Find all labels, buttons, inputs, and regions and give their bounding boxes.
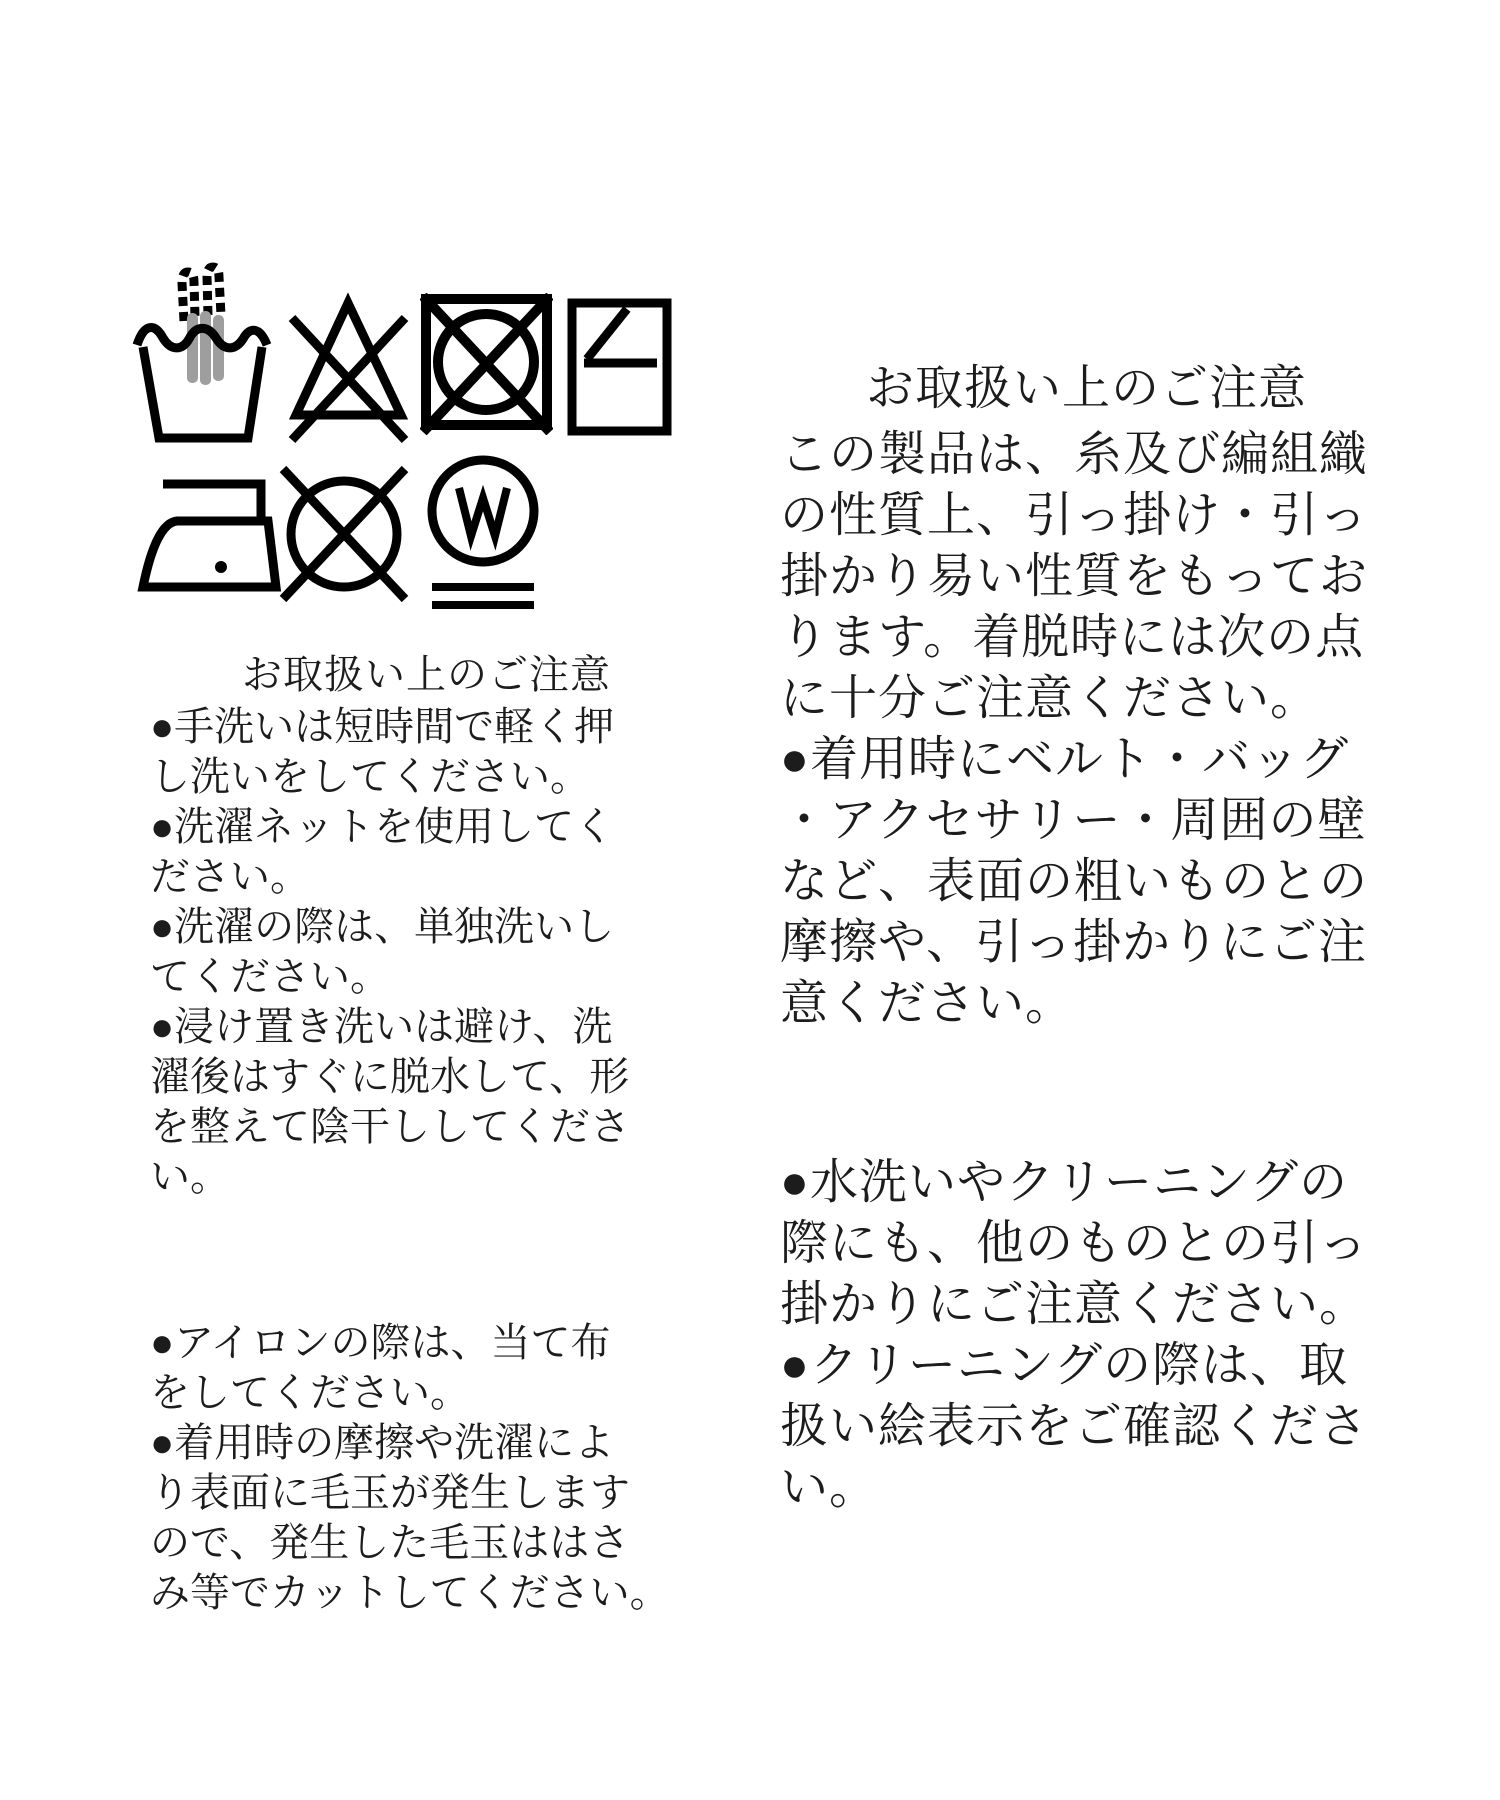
do-not-dry-clean-icon: [276, 462, 412, 604]
text-line: み等でカットしてください。: [150, 1571, 670, 1615]
do-not-tumble-dry-icon: [420, 293, 553, 435]
text-line: 掛かりにご注意ください。: [780, 1278, 1369, 1331]
text-line: てください。: [150, 955, 390, 999]
text-line: ります。着脱時には次の点: [780, 611, 1365, 664]
text-line: に十分ご注意ください。: [780, 672, 1320, 725]
text-line: ●洗濯ネットを使用してく: [150, 805, 615, 849]
hand-wash-icon: [132, 255, 272, 445]
left-column-heading: お取扱い上のご注意: [242, 653, 611, 697]
left-care-instructions: [150, 702, 650, 1202]
text-line: 掛かり易い性質をもってお: [780, 550, 1369, 603]
text-line: ●水洗いやクリーニングの: [780, 1156, 1349, 1209]
text-line: ・アクセサリー・周囲の壁: [780, 794, 1367, 847]
text-line: この製品は、糸及び編組織: [780, 428, 1369, 481]
text-line: など、表面の粗いものとの: [780, 855, 1369, 908]
text-line: 濯後はすぐに脱水して、形: [150, 1055, 630, 1099]
text-line: をしてください。: [150, 1371, 470, 1415]
text-line: り表面に毛玉が発生します: [150, 1471, 630, 1515]
text-line: ●クリーニングの際は、取: [780, 1339, 1349, 1392]
text-line: ●手洗いは短時間で軽く押: [150, 705, 615, 749]
text-line: 扱い絵表示をご確認くださ: [780, 1400, 1369, 1453]
text-line: 際にも、他のものとの引っ: [780, 1217, 1369, 1270]
gentle-wet-clean-icon: [424, 448, 542, 616]
text-line: 意ください。: [780, 977, 1075, 1030]
text-line: い。: [780, 1461, 879, 1514]
left-ironing-instructions: [150, 1318, 670, 1618]
text-line: ●浸け置き洗いは避け、洗: [150, 1005, 613, 1049]
text-line: 摩擦や、引っ掛かりにご注: [780, 916, 1368, 969]
dry-flat-in-shade-icon: [567, 297, 672, 437]
text-line: を整えて陰干ししてくださ: [150, 1105, 630, 1149]
right-column-heading: お取扱い上のご注意: [866, 362, 1308, 415]
right-handling-notes: [780, 424, 1420, 1034]
iron-low-heat-icon: [135, 475, 283, 595]
text-line: し洗いをしてください。: [150, 755, 590, 799]
text-line: の性質上、引っ掛け・引っ: [780, 489, 1369, 542]
text-line: ださい。: [150, 855, 310, 899]
text-line: ●着用時の摩擦や洗濯によ: [150, 1421, 615, 1465]
right-cleaning-notes: [780, 1152, 1420, 1518]
text-line: ●着用時にベルト・バッグ: [780, 733, 1349, 786]
text-line: ので、発生した毛玉ははさ: [150, 1521, 630, 1565]
text-line: ●洗濯の際は、単独洗いし: [150, 905, 615, 949]
text-line: い。: [150, 1155, 230, 1199]
do-not-bleach-icon: [283, 288, 413, 450]
text-line: ●アイロンの際は、当て布: [150, 1321, 611, 1365]
